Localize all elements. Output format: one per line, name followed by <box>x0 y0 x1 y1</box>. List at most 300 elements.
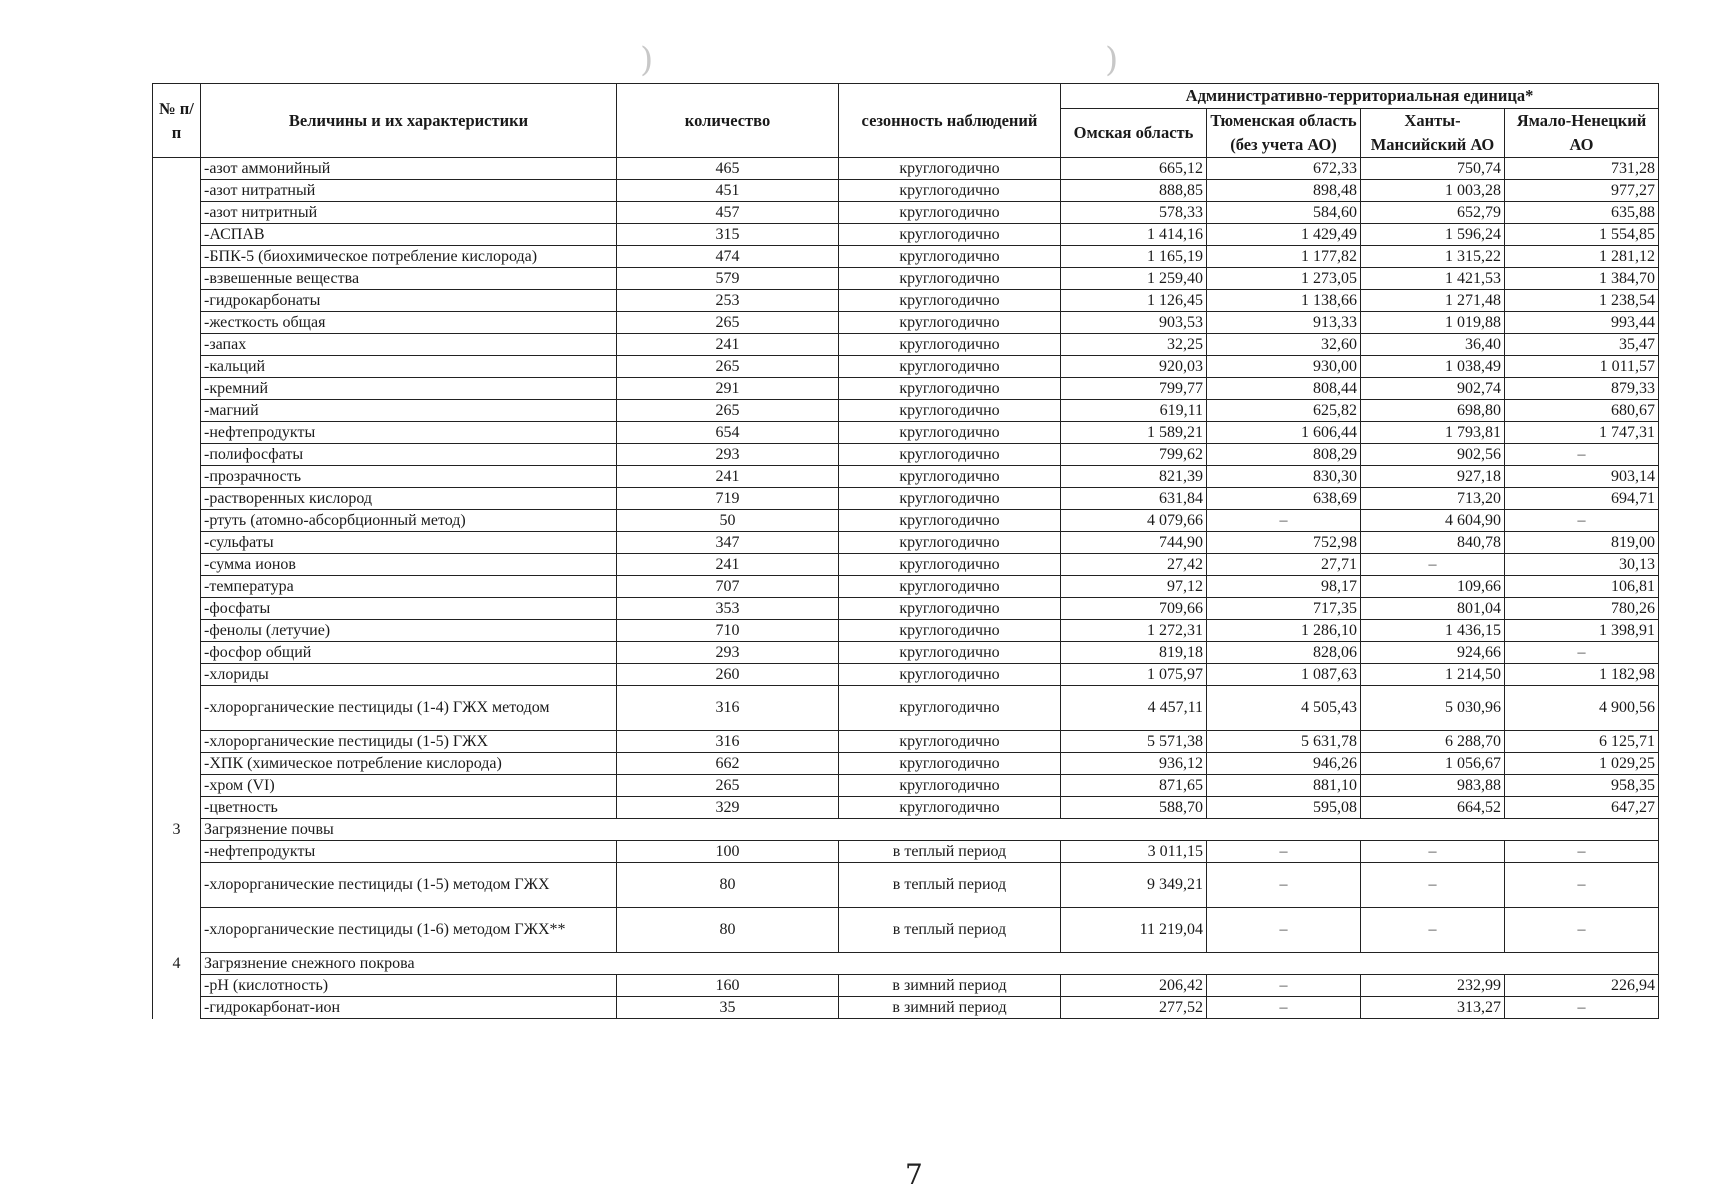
row-season: круглогодично <box>839 576 1061 598</box>
value-khmao: 902,56 <box>1361 444 1505 466</box>
table-row <box>153 246 1659 268</box>
table-row <box>153 378 1659 400</box>
value-omsk: 1 075,97 <box>1061 664 1207 686</box>
value-yanao: – <box>1505 863 1659 908</box>
table-row <box>153 488 1659 510</box>
value-khmao: 4 604,90 <box>1361 510 1505 532</box>
row-season: круглогодично <box>839 642 1061 664</box>
row-season: круглогодично <box>839 312 1061 334</box>
row-season: круглогодично <box>839 224 1061 246</box>
value-omsk: 9 349,21 <box>1061 863 1207 908</box>
value-yanao: 1 281,12 <box>1505 246 1659 268</box>
row-number <box>153 400 201 422</box>
value-yanao: 30,13 <box>1505 554 1659 576</box>
row-season: круглогодично <box>839 202 1061 224</box>
row-number <box>153 356 201 378</box>
row-quantity: 291 <box>617 378 839 400</box>
row-quantity: 654 <box>617 422 839 444</box>
row-season: круглогодично <box>839 510 1061 532</box>
value-khmao: – <box>1361 863 1505 908</box>
row-season: круглогодично <box>839 356 1061 378</box>
row-number <box>153 268 201 290</box>
row-number <box>153 908 201 953</box>
row-quantity: 265 <box>617 312 839 334</box>
value-yanao: 1 747,31 <box>1505 422 1659 444</box>
value-yanao: 1 029,25 <box>1505 753 1659 775</box>
row-season: круглогодично <box>839 180 1061 202</box>
value-yanao: 1 238,54 <box>1505 290 1659 312</box>
value-khmao: 1 271,48 <box>1361 290 1505 312</box>
row-label: -цветность <box>201 797 617 819</box>
row-number <box>153 334 201 356</box>
row-quantity: 293 <box>617 642 839 664</box>
value-yanao: 226,94 <box>1505 975 1659 997</box>
value-khmao: 801,04 <box>1361 598 1505 620</box>
value-tyumen: 830,30 <box>1207 466 1361 488</box>
row-number <box>153 598 201 620</box>
row-quantity: 241 <box>617 334 839 356</box>
row-season: круглогодично <box>839 554 1061 576</box>
value-tyumen: – <box>1207 841 1361 863</box>
value-yanao: 106,81 <box>1505 576 1659 598</box>
row-label: -БПК-5 (биохимическое потребление кислорода) <box>201 246 617 268</box>
value-omsk: 744,90 <box>1061 532 1207 554</box>
row-number <box>153 246 201 268</box>
row-quantity: 80 <box>617 863 839 908</box>
row-label: -полифосфаты <box>201 444 617 466</box>
section-row <box>153 819 1659 841</box>
value-yanao: 879,33 <box>1505 378 1659 400</box>
value-yanao: 780,26 <box>1505 598 1659 620</box>
value-khmao: 924,66 <box>1361 642 1505 664</box>
row-season: в теплый период <box>839 863 1061 908</box>
row-label: -pH (кислотность) <box>201 975 617 997</box>
row-quantity: 719 <box>617 488 839 510</box>
table-row <box>153 202 1659 224</box>
row-quantity: 265 <box>617 775 839 797</box>
value-yanao: 35,47 <box>1505 334 1659 356</box>
table-row <box>153 312 1659 334</box>
row-label: -сульфаты <box>201 532 617 554</box>
row-number: 4 <box>153 953 201 975</box>
value-khmao: 983,88 <box>1361 775 1505 797</box>
row-label: -АСПАВ <box>201 224 617 246</box>
row-season: круглогодично <box>839 488 1061 510</box>
value-omsk: 1 126,45 <box>1061 290 1207 312</box>
value-tyumen: 717,35 <box>1207 598 1361 620</box>
row-quantity: 265 <box>617 400 839 422</box>
row-label: -хлорорганические пестициды (1-4) ГЖХ методом <box>201 686 617 731</box>
value-tyumen: – <box>1207 997 1361 1019</box>
row-quantity: 316 <box>617 686 839 731</box>
value-tyumen: – <box>1207 975 1361 997</box>
value-tyumen: 672,33 <box>1207 158 1361 180</box>
value-omsk: 709,66 <box>1061 598 1207 620</box>
table-row <box>153 400 1659 422</box>
value-khmao: 1 596,24 <box>1361 224 1505 246</box>
value-omsk: 821,39 <box>1061 466 1207 488</box>
value-khmao: 1 793,81 <box>1361 422 1505 444</box>
row-quantity: 241 <box>617 554 839 576</box>
value-omsk: 11 219,04 <box>1061 908 1207 953</box>
table-row <box>153 334 1659 356</box>
value-tyumen: 32,60 <box>1207 334 1361 356</box>
section-row <box>153 953 1659 975</box>
row-label: -гидрокарбонаты <box>201 290 617 312</box>
row-quantity: 253 <box>617 290 839 312</box>
value-yanao: 635,88 <box>1505 202 1659 224</box>
row-number <box>153 378 201 400</box>
table-row <box>153 975 1659 997</box>
table-row <box>153 422 1659 444</box>
value-khmao: 927,18 <box>1361 466 1505 488</box>
value-yanao: 694,71 <box>1505 488 1659 510</box>
value-khmao: 1 038,49 <box>1361 356 1505 378</box>
value-khmao: 1 019,88 <box>1361 312 1505 334</box>
header-region-khmao: Ханты-Мансийский АО <box>1361 109 1505 158</box>
value-tyumen: 4 505,43 <box>1207 686 1361 731</box>
value-omsk: 799,77 <box>1061 378 1207 400</box>
row-season: круглогодично <box>839 422 1061 444</box>
value-omsk: 32,25 <box>1061 334 1207 356</box>
value-omsk: 4 457,11 <box>1061 686 1207 731</box>
row-season: круглогодично <box>839 620 1061 642</box>
table-row <box>153 997 1659 1019</box>
row-season: круглогодично <box>839 731 1061 753</box>
row-label: -ХПК (химическое потребление кислорода) <box>201 753 617 775</box>
value-tyumen: 1 273,05 <box>1207 268 1361 290</box>
row-season: круглогодично <box>839 378 1061 400</box>
row-number <box>153 554 201 576</box>
row-season: круглогодично <box>839 598 1061 620</box>
table-row <box>153 532 1659 554</box>
row-label: -сумма ионов <box>201 554 617 576</box>
value-yanao: 680,67 <box>1505 400 1659 422</box>
row-number <box>153 422 201 444</box>
row-number <box>153 576 201 598</box>
header-name: Величины и их характеристики <box>201 84 617 158</box>
row-season: в зимний период <box>839 997 1061 1019</box>
header-region-yanao: Ямало-Ненецкий АО <box>1505 109 1659 158</box>
row-number <box>153 731 201 753</box>
row-number <box>153 312 201 334</box>
value-omsk: 631,84 <box>1061 488 1207 510</box>
row-label: -кремний <box>201 378 617 400</box>
value-tyumen: 1 177,82 <box>1207 246 1361 268</box>
row-label: -нефтепродукты <box>201 841 617 863</box>
table-row <box>153 775 1659 797</box>
value-yanao: 1 011,57 <box>1505 356 1659 378</box>
value-tyumen: 98,17 <box>1207 576 1361 598</box>
table-row <box>153 908 1659 953</box>
value-omsk: 819,18 <box>1061 642 1207 664</box>
row-label: -ртуть (атомно-абсорбционный метод) <box>201 510 617 532</box>
row-number <box>153 202 201 224</box>
row-quantity: 474 <box>617 246 839 268</box>
row-number <box>153 997 201 1019</box>
value-khmao: 1 436,15 <box>1361 620 1505 642</box>
value-tyumen: – <box>1207 510 1361 532</box>
row-season: круглогодично <box>839 334 1061 356</box>
row-season: в теплый период <box>839 908 1061 953</box>
row-season: круглогодично <box>839 664 1061 686</box>
row-label: -азот нитритный <box>201 202 617 224</box>
value-tyumen: – <box>1207 908 1361 953</box>
header-group: Административно-территориальная единица* <box>1061 84 1659 109</box>
row-quantity: 710 <box>617 620 839 642</box>
row-label: -азот нитратный <box>201 180 617 202</box>
row-number <box>153 466 201 488</box>
row-quantity: 579 <box>617 268 839 290</box>
value-khmao: 902,74 <box>1361 378 1505 400</box>
page-number: 7 <box>905 1158 923 1191</box>
row-number <box>153 158 201 180</box>
value-omsk: 206,42 <box>1061 975 1207 997</box>
row-label: -жесткость общая <box>201 312 617 334</box>
row-label: -прозрачность <box>201 466 617 488</box>
value-tyumen: 1 138,66 <box>1207 290 1361 312</box>
value-khmao: 232,99 <box>1361 975 1505 997</box>
row-quantity: 662 <box>617 753 839 775</box>
value-yanao: 819,00 <box>1505 532 1659 554</box>
table-row <box>153 466 1659 488</box>
row-season: круглогодично <box>839 753 1061 775</box>
value-tyumen: 595,08 <box>1207 797 1361 819</box>
value-tyumen: 5 631,78 <box>1207 731 1361 753</box>
row-quantity: 465 <box>617 158 839 180</box>
value-omsk: 27,42 <box>1061 554 1207 576</box>
row-label: -азот аммонийный <box>201 158 617 180</box>
value-yanao: 977,27 <box>1505 180 1659 202</box>
value-tyumen: 946,26 <box>1207 753 1361 775</box>
row-label: -хром (VI) <box>201 775 617 797</box>
row-quantity: 457 <box>617 202 839 224</box>
value-khmao: 840,78 <box>1361 532 1505 554</box>
value-yanao: 1 182,98 <box>1505 664 1659 686</box>
value-yanao: – <box>1505 997 1659 1019</box>
value-yanao: – <box>1505 642 1659 664</box>
value-yanao: – <box>1505 444 1659 466</box>
value-khmao: – <box>1361 908 1505 953</box>
value-omsk: 1 589,21 <box>1061 422 1207 444</box>
value-tyumen: 881,10 <box>1207 775 1361 797</box>
row-label: -хлорорганические пестициды (1-5) методом ГЖХ <box>201 863 617 908</box>
table-row <box>153 290 1659 312</box>
row-quantity: 707 <box>617 576 839 598</box>
value-yanao: 993,44 <box>1505 312 1659 334</box>
row-quantity: 50 <box>617 510 839 532</box>
table-row <box>153 444 1659 466</box>
table-row <box>153 598 1659 620</box>
row-label: -растворенных кислород <box>201 488 617 510</box>
value-omsk: 1 414,16 <box>1061 224 1207 246</box>
row-season: в теплый период <box>839 841 1061 863</box>
row-label: -хлориды <box>201 664 617 686</box>
value-tyumen: 27,71 <box>1207 554 1361 576</box>
value-omsk: 578,33 <box>1061 202 1207 224</box>
row-number <box>153 444 201 466</box>
value-tyumen: 930,00 <box>1207 356 1361 378</box>
header-qty: количество <box>617 84 839 158</box>
row-quantity: 160 <box>617 975 839 997</box>
row-quantity: 241 <box>617 466 839 488</box>
value-khmao: 36,40 <box>1361 334 1505 356</box>
value-khmao: 313,27 <box>1361 997 1505 1019</box>
row-label: -температура <box>201 576 617 598</box>
value-omsk: 1 259,40 <box>1061 268 1207 290</box>
table-row <box>153 664 1659 686</box>
row-number: 3 <box>153 819 201 841</box>
value-khmao: – <box>1361 554 1505 576</box>
row-quantity: 353 <box>617 598 839 620</box>
row-season: круглогодично <box>839 686 1061 731</box>
value-khmao: 1 056,67 <box>1361 753 1505 775</box>
value-tyumen: 752,98 <box>1207 532 1361 554</box>
row-season: круглогодично <box>839 466 1061 488</box>
row-number <box>153 863 201 908</box>
table-row <box>153 510 1659 532</box>
value-omsk: 665,12 <box>1061 158 1207 180</box>
value-tyumen: 638,69 <box>1207 488 1361 510</box>
row-number <box>153 224 201 246</box>
table-row <box>153 642 1659 664</box>
table-row <box>153 863 1659 908</box>
row-quantity: 451 <box>617 180 839 202</box>
table-row <box>153 224 1659 246</box>
table-row <box>153 356 1659 378</box>
row-season: круглогодично <box>839 797 1061 819</box>
value-yanao: 4 900,56 <box>1505 686 1659 731</box>
table-row <box>153 753 1659 775</box>
row-number <box>153 642 201 664</box>
table-body <box>153 158 1659 1019</box>
value-yanao: – <box>1505 510 1659 532</box>
row-season: круглогодично <box>839 444 1061 466</box>
value-khmao: 652,79 <box>1361 202 1505 224</box>
value-khmao: 5 030,96 <box>1361 686 1505 731</box>
value-yanao: 1 384,70 <box>1505 268 1659 290</box>
value-omsk: 3 011,15 <box>1061 841 1207 863</box>
value-omsk: 888,85 <box>1061 180 1207 202</box>
value-khmao: 1 421,53 <box>1361 268 1505 290</box>
row-season: круглогодично <box>839 532 1061 554</box>
row-season: круглогодично <box>839 158 1061 180</box>
value-yanao: 1 398,91 <box>1505 620 1659 642</box>
value-omsk: 1 165,19 <box>1061 246 1207 268</box>
row-quantity: 260 <box>617 664 839 686</box>
row-quantity: 316 <box>617 731 839 753</box>
value-khmao: 713,20 <box>1361 488 1505 510</box>
row-season: круглогодично <box>839 246 1061 268</box>
value-omsk: 277,52 <box>1061 997 1207 1019</box>
value-yanao: – <box>1505 841 1659 863</box>
value-omsk: 936,12 <box>1061 753 1207 775</box>
value-yanao: 731,28 <box>1505 158 1659 180</box>
table-row <box>153 554 1659 576</box>
row-quantity: 315 <box>617 224 839 246</box>
row-label: -магний <box>201 400 617 422</box>
value-omsk: 903,53 <box>1061 312 1207 334</box>
row-number <box>153 664 201 686</box>
value-tyumen: 584,60 <box>1207 202 1361 224</box>
value-tyumen: 828,06 <box>1207 642 1361 664</box>
value-yanao: 958,35 <box>1505 775 1659 797</box>
value-tyumen: 625,82 <box>1207 400 1361 422</box>
table-row <box>153 576 1659 598</box>
section-title: Загрязнение снежного покрова <box>201 953 1659 975</box>
row-label: -фосфаты <box>201 598 617 620</box>
value-khmao: 750,74 <box>1361 158 1505 180</box>
header-season: сезонность наблюдений <box>839 84 1061 158</box>
table-row <box>153 686 1659 731</box>
value-khmao: 698,80 <box>1361 400 1505 422</box>
table-row <box>153 268 1659 290</box>
value-tyumen: 1 429,49 <box>1207 224 1361 246</box>
row-label: -кальций <box>201 356 617 378</box>
row-label: -гидрокарбонат-ион <box>201 997 617 1019</box>
value-tyumen: 1 606,44 <box>1207 422 1361 444</box>
row-number <box>153 532 201 554</box>
value-tyumen: 1 286,10 <box>1207 620 1361 642</box>
table-row <box>153 731 1659 753</box>
value-omsk: 1 272,31 <box>1061 620 1207 642</box>
value-khmao: 664,52 <box>1361 797 1505 819</box>
row-season: круглогодично <box>839 400 1061 422</box>
row-number <box>153 686 201 731</box>
row-quantity: 100 <box>617 841 839 863</box>
section-title: Загрязнение почвы <box>201 819 1659 841</box>
value-omsk: 920,03 <box>1061 356 1207 378</box>
table-row <box>153 180 1659 202</box>
table-row <box>153 620 1659 642</box>
value-tyumen: 808,44 <box>1207 378 1361 400</box>
value-yanao: 903,14 <box>1505 466 1659 488</box>
value-khmao: 6 288,70 <box>1361 731 1505 753</box>
row-quantity: 265 <box>617 356 839 378</box>
value-khmao: 109,66 <box>1361 576 1505 598</box>
row-number <box>153 841 201 863</box>
value-tyumen: – <box>1207 863 1361 908</box>
value-omsk: 4 079,66 <box>1061 510 1207 532</box>
row-label: -хлорорганические пестициды (1-6) методом ГЖХ** <box>201 908 617 953</box>
row-number <box>153 290 201 312</box>
row-season: круглогодично <box>839 290 1061 312</box>
value-omsk: 97,12 <box>1061 576 1207 598</box>
row-number <box>153 620 201 642</box>
value-omsk: 871,65 <box>1061 775 1207 797</box>
row-quantity: 35 <box>617 997 839 1019</box>
table-row <box>153 841 1659 863</box>
value-khmao: 1 214,50 <box>1361 664 1505 686</box>
value-omsk: 5 571,38 <box>1061 731 1207 753</box>
row-number <box>153 510 201 532</box>
row-number <box>153 180 201 202</box>
row-number <box>153 753 201 775</box>
row-quantity: 347 <box>617 532 839 554</box>
row-quantity: 80 <box>617 908 839 953</box>
value-omsk: 588,70 <box>1061 797 1207 819</box>
row-label: -нефтепродукты <box>201 422 617 444</box>
value-khmao: 1 003,28 <box>1361 180 1505 202</box>
value-khmao: 1 315,22 <box>1361 246 1505 268</box>
value-tyumen: 808,29 <box>1207 444 1361 466</box>
data-table <box>152 83 1659 1019</box>
row-label: -взвешенные вещества <box>201 268 617 290</box>
row-label: -хлорорганические пестициды (1-5) ГЖХ <box>201 731 617 753</box>
row-season: в зимний период <box>839 975 1061 997</box>
row-label: -фенолы (летучие) <box>201 620 617 642</box>
value-yanao: 6 125,71 <box>1505 731 1659 753</box>
